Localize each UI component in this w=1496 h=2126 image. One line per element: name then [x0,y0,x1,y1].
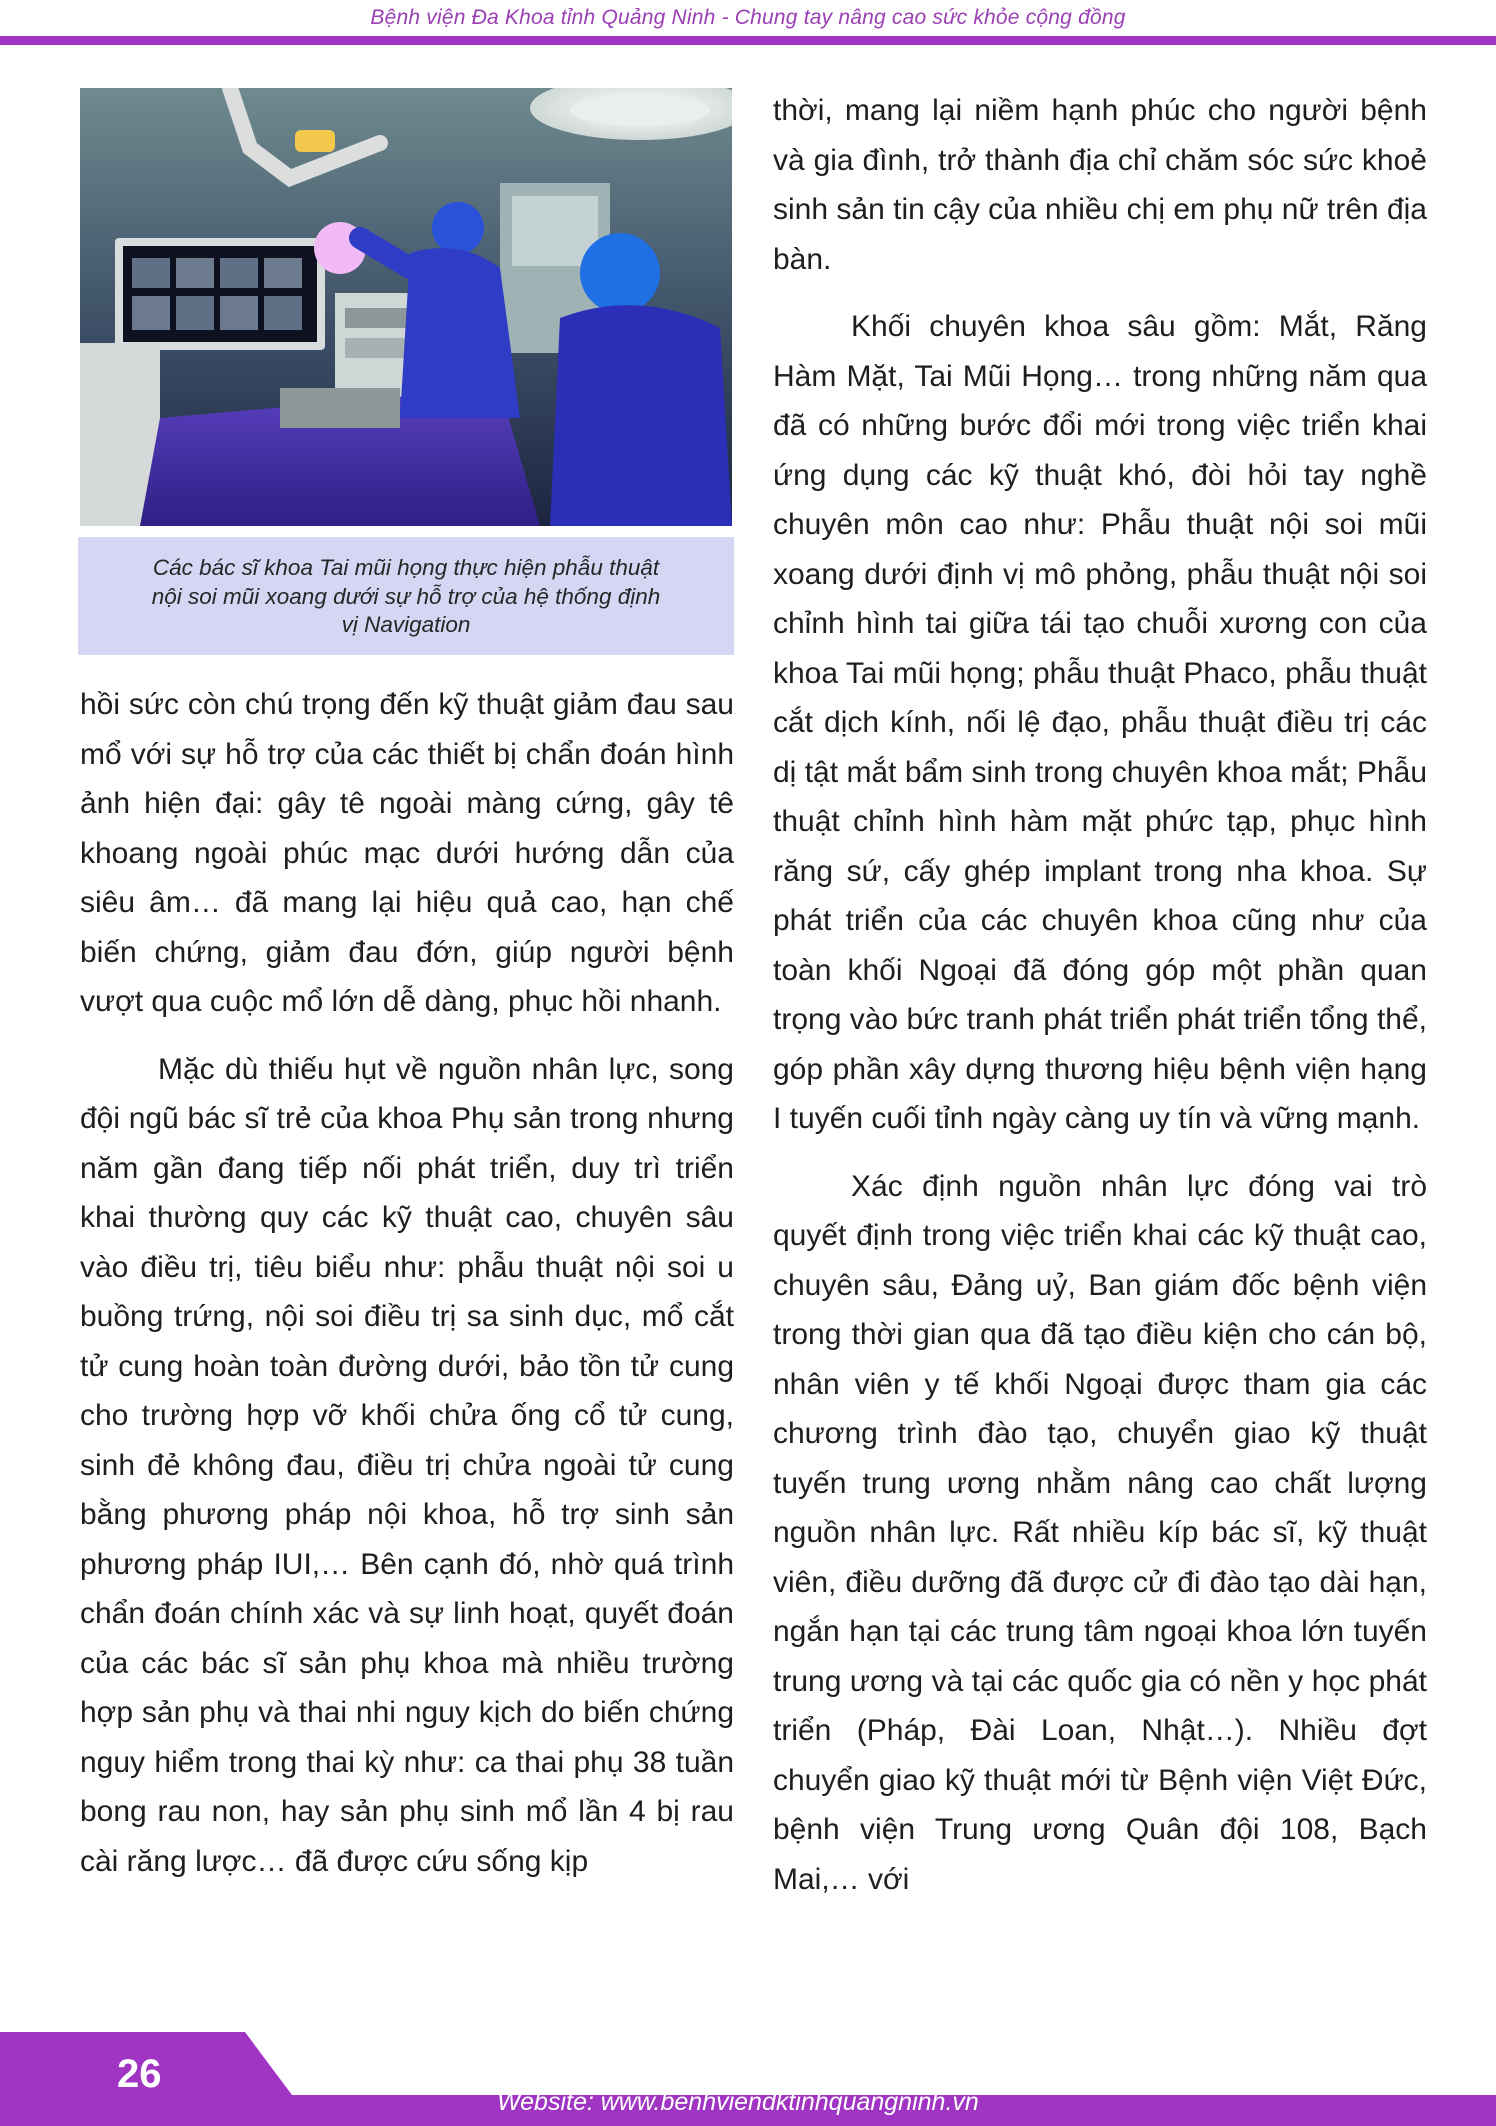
body-paragraph: hồi sức còn chú trọng đến kỹ thuật giảm đau sau mổ với sự hỗ trợ của các thiết bị chẩn đoán hình ảnh hiện đại: gây tê ngoài màng cứng, gây tê khoang ngoài phúc mạc dưới hướng dẫn của siêu âm… đã mang lại hiệu quả cao, hạn chế biến chứng, giảm đau đớn, giúp người bệnh vượt qua cuộc mổ lớn dễ dàng, phục hồi nhanh. [80,688,734,1018]
right-column [773,86,1427,1922]
caption-line: nội soi mũi xoang dưới sự hỗ trợ của hệ thống định [151,583,661,609]
caption-line: vị Navigation [341,612,471,637]
left-column [80,680,734,1904]
body-paragraph: Khối chuyên khoa sâu gồm: Mắt, Răng Hàm Mặt, Tai Mũi Họng… trong những năm qua đã có những bước đổi mới trong việc triển khai ứng dụng các kỹ thuật khó, đòi hỏi tay nghề chuyên môn cao như: Phẫu thuật nội soi mũi xoang dưới định vị mô phỏng, phẫu thuật nội soi chỉnh hình tai giữa tái tạo chuỗi xương con của khoa Tai mũi họng; phẫu thuật Phaco, phẫu thuật cắt dịch kính, nối lệ đạo, phẫu thuật điều trị các dị tật mắt bẩm sinh trong chuyên khoa mắt; Phẫu thuật chỉnh hình hàm mặt phức tạp, phục hình răng sứ, cấy ghép implant trong nha khoa. Sự phát triển của các chuyên khoa cũng như của toàn khối Ngoại đã đóng góp một phần quan trọng vào bức tranh phát triển phát triển tổng thể, góp phần xây dựng thương hiệu bệnh viện hạng I tuyến cuối tỉnh ngày càng uy tín và vững mạnh. [773,310,1427,1135]
surgery-photo [80,88,732,526]
body-paragraph: Mặc dù thiếu hụt về nguồn nhân lực, song đội ngũ bác sĩ trẻ của khoa Phụ sản trong nhưng năm gần đang tiếp nối phát triển, duy trì triển khai thường quy các kỹ thuật cao, chuyên sâu vào điều trị, tiêu biểu như: phẫu thuật nội soi u buồng trứng, nội soi điều trị sa sinh dục, mổ cắt tử cung hoàn toàn đường dưới, bảo tồn tử cung cho trường hợp vỡ khối chửa ống cổ tử cung, sinh đẻ không đau, điều trị chửa ngoài tử cung bằng phương pháp nội khoa, hỗ trợ sinh sản phương pháp IUI,… Bên cạnh đó, nhờ quá trình chẩn đoán chính xác và sự linh hoạt, quyết đoán của các bác sĩ sản phụ khoa mà nhiều trường hợp sản phụ và thai nhi nguy kịch do biến chứng nguy hiểm trong thai kỳ như: ca thai phụ 38 tuần bong rau non, hay sản phụ sinh mổ lần 4 bị rau cài răng lược… đã được cứu sống kịp [80,1052,734,1878]
header-rule [0,36,1496,45]
website-url[interactable]: Website: www.benhviendktinhquangninh.vn [497,2088,979,2116]
caption-line: Các bác sĩ khoa Tai mũi họng thực hiện phẫu thuật [152,555,660,580]
body-paragraph: thời, mang lại niềm hạnh phúc cho người bệnh và gia đình, trở thành địa chỉ chăm sóc sức khoẻ sinh sản tin cậy của nhiều chị em phụ nữ trên địa bàn. [773,94,1427,276]
running-header: Bệnh viện Đa Khoa tỉnh Quảng Ninh - Chung tay nâng cao sức khỏe cộng đồng [370,6,1126,29]
body-paragraph: Xác định nguồn nhân lực đóng vai trò quyết định trong việc triển khai các kỹ thuật cao, chuyên sâu, Đảng uỷ, Ban giám đốc bệnh viện trong thời gian qua đã tạo điều kiện cho cán bộ, nhân viên y tế khối Ngoại được tham gia các chương trình đào tạo, chuyển giao kỹ thuật tuyến trung ương nhằm nâng cao chất lượng nguồn nhân lực. Rất nhiều kíp bác sĩ, kỹ thuật viên, điều dưỡng đã được cử đi đào tạo dài hạn, ngắn hạn tại các trung tâm ngoại khoa lớn tuyến trung ương và tại các quốc gia có nền y học phát triển (Pháp, Đài Loan, Nhật…). Nhiều đợt chuyển giao kỹ thuật mới từ Bệnh viện Việt Đức, bệnh viện Trung ương Quân đội 108, Bạch Mai,… với [773,1169,1427,1896]
page-number: 26 [117,2052,162,2096]
photo-caption [78,537,734,655]
